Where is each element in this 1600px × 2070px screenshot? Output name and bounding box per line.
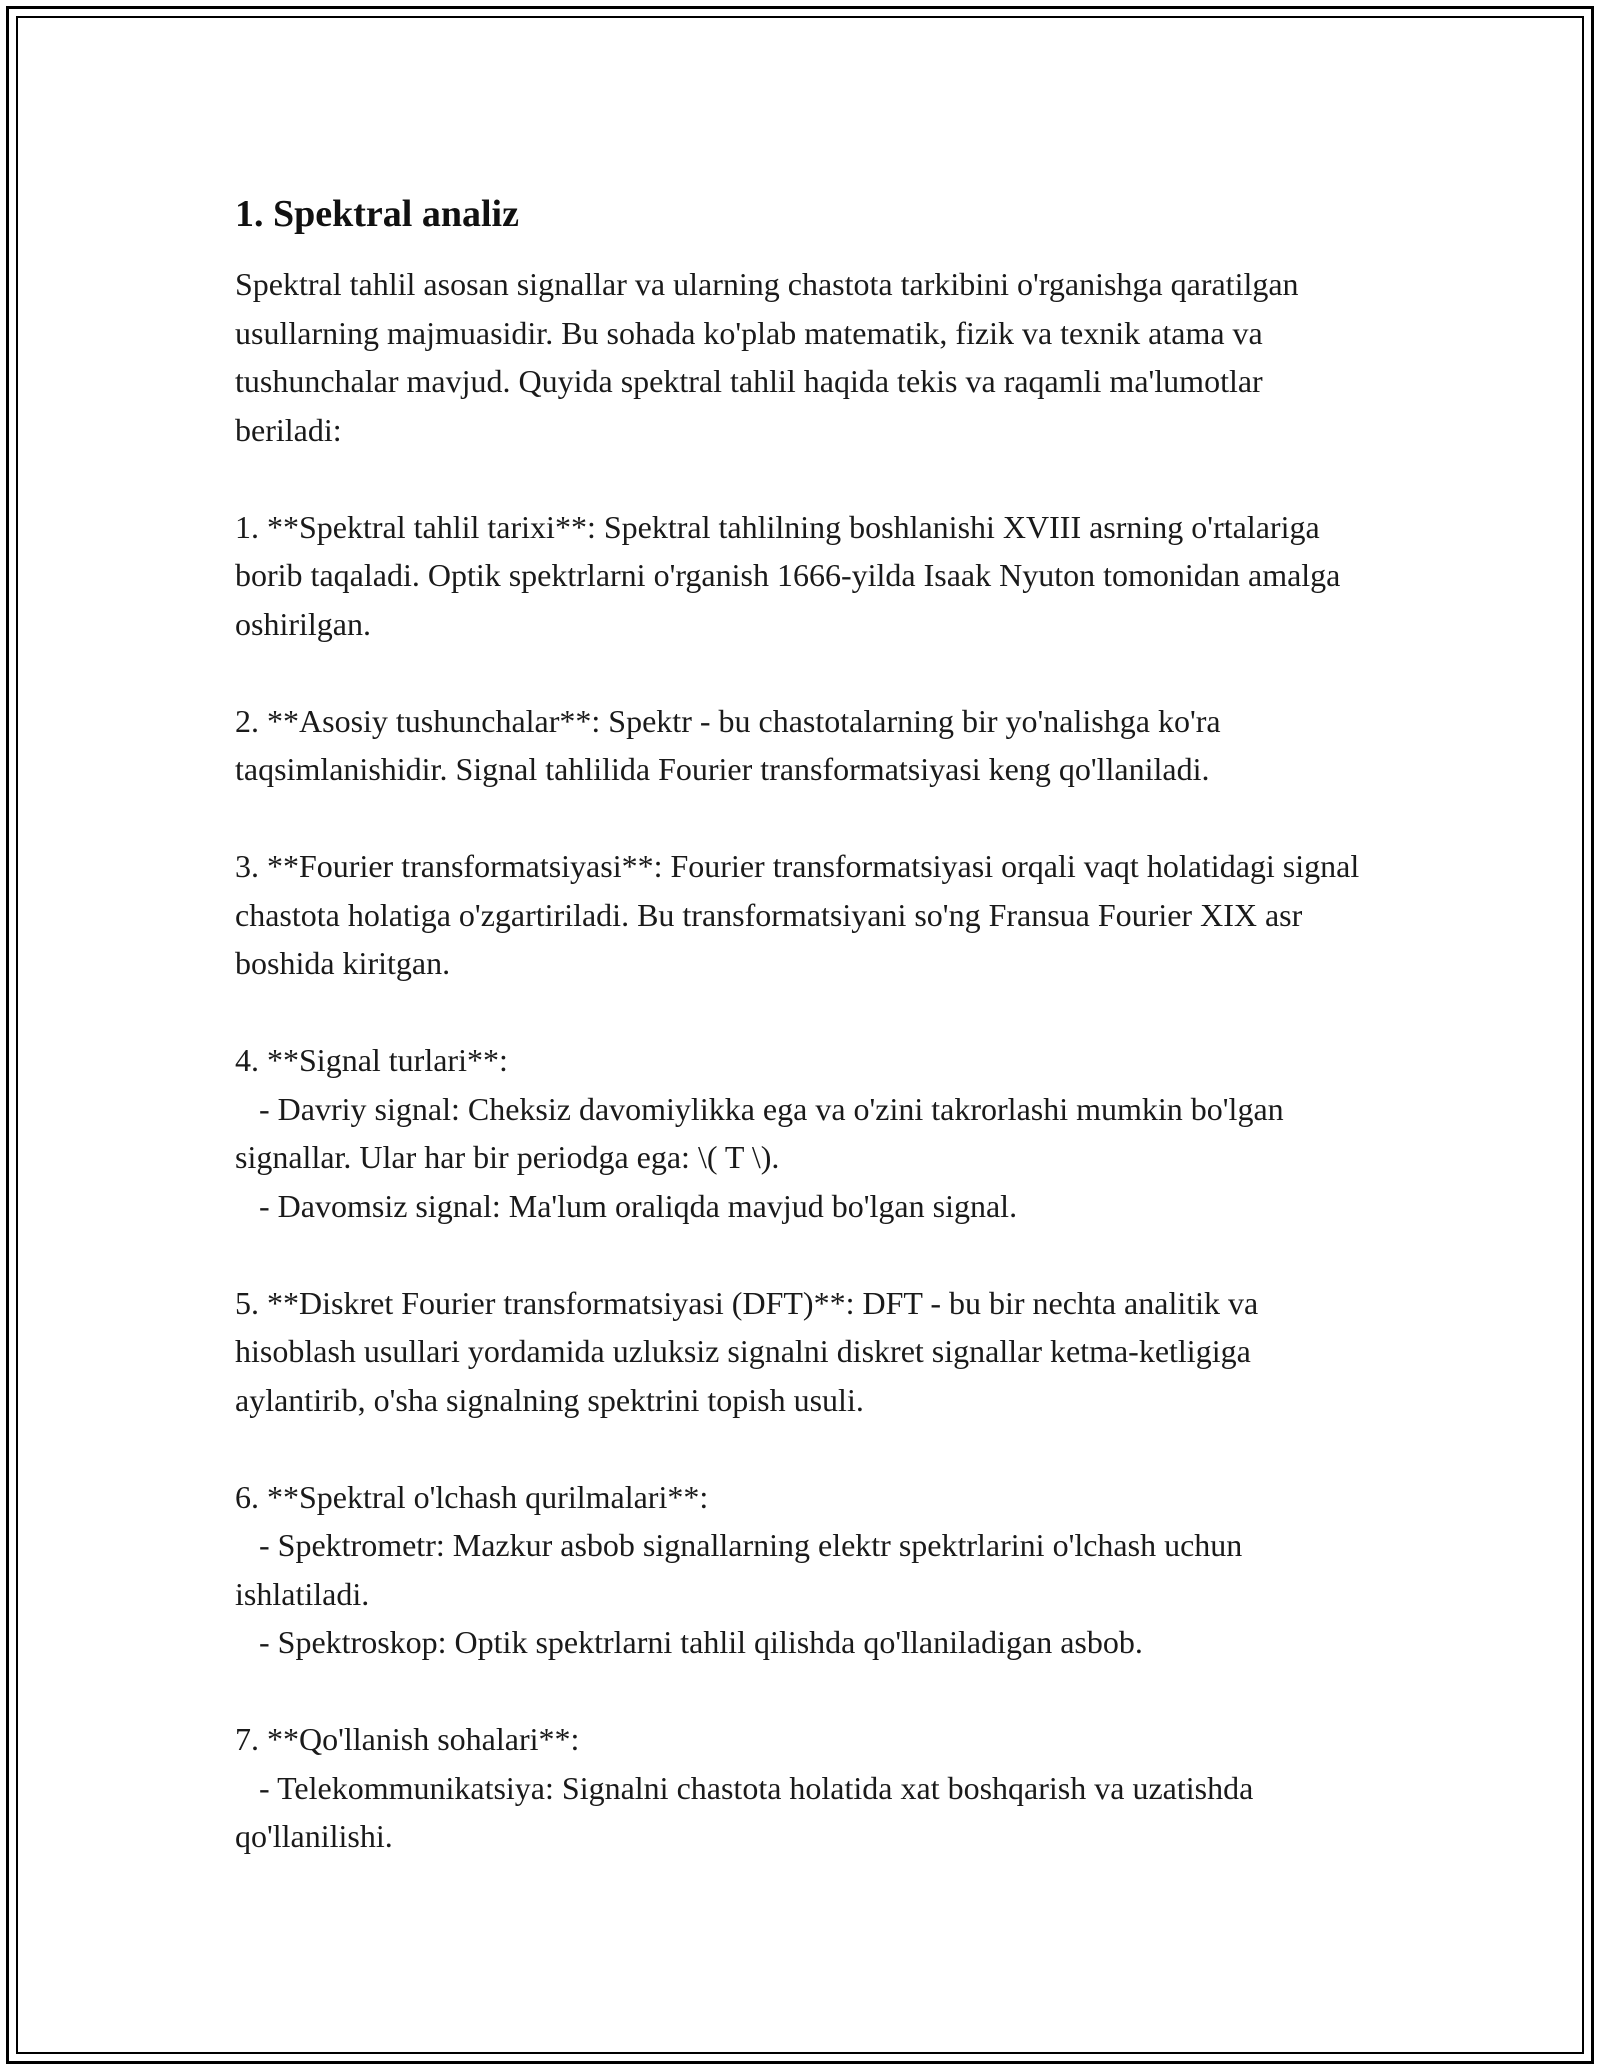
section-fourier-transform: 3. **Fourier transformatsiyasi**: Fourier transformatsiyasi orqali vaqt holatidagi signal chastota holatiga o'zgartiriladi. Bu transformatsiyani so'ng Fransua Fourier XIX asr boshida kiritgan.	[235, 848, 1368, 981]
section-signal-types: 4. **Signal turlari**: - Davriy signal: Cheksiz davomiylikka ega va o'zini takrorlashi mumkin bo'lgan signallar. Ular har bir periodga ega: \( T \). - Davomsiz signal: Ma'lum oraliqda mavjud bo'lgan signal.	[235, 1042, 1284, 1224]
document-body	[235, 188, 1375, 1909]
section-basic-concepts: 2. **Asosiy tushunchalar**: Spektr - bu chastotalarning bir yo'nalishga ko'ra taqsimlanishidir. Signal tahlilida Fourier transformatsiyasi keng qo'llaniladi.	[235, 702, 1229, 787]
document-title: 1. Spektral analiz	[235, 193, 519, 235]
intro-paragraph: Spektral tahlil asosan signallar va ularning chastota tarkibini o'rganishga qaratilgan usullarning majmuasidir. Bu sohada ko'plab matematik, fizik va texnik atama va tushunchalar mavjud. Quyida spektral tahlil haqida tekis va raqamli ma'lumotlar beriladi:	[235, 266, 1307, 448]
section-dft: 5. **Diskret Fourier transformatsiyasi (DFT)**: DFT - bu bir nechta analitik va hisoblash usullari yordamida uzluksiz signalni diskret signallar ketma-ketligiga aylantirib, o'sha signalning spektrini topish usuli.	[235, 1284, 1267, 1418]
section-measurement-devices: 6. **Spektral o'lchash qurilmalari**: - Spektrometr: Mazkur asbob signallarning elektr spektrlarini o'lchash uchun ishlatiladi. - Spektroskop: Optik spektrlarni tahlil qilishda qo'llaniladigan asbob.	[235, 1478, 1243, 1660]
section-history: 1. **Spektral tahlil tarixi**: Spektral tahlilning boshlanishi XVIII asrning o'rtalariga borib taqaladi. Optik spektrlarni o'rganish 1666-yilda Isaak Nyuton tomonidan amalga oshirilgan.	[235, 508, 1349, 642]
section-applications: 7. **Qo'llanish sohalari**: - Telekommunikatsiya: Signalni chastota holatida xat boshqarish va uzatishda qo'llanilishi.	[235, 1721, 1254, 1854]
